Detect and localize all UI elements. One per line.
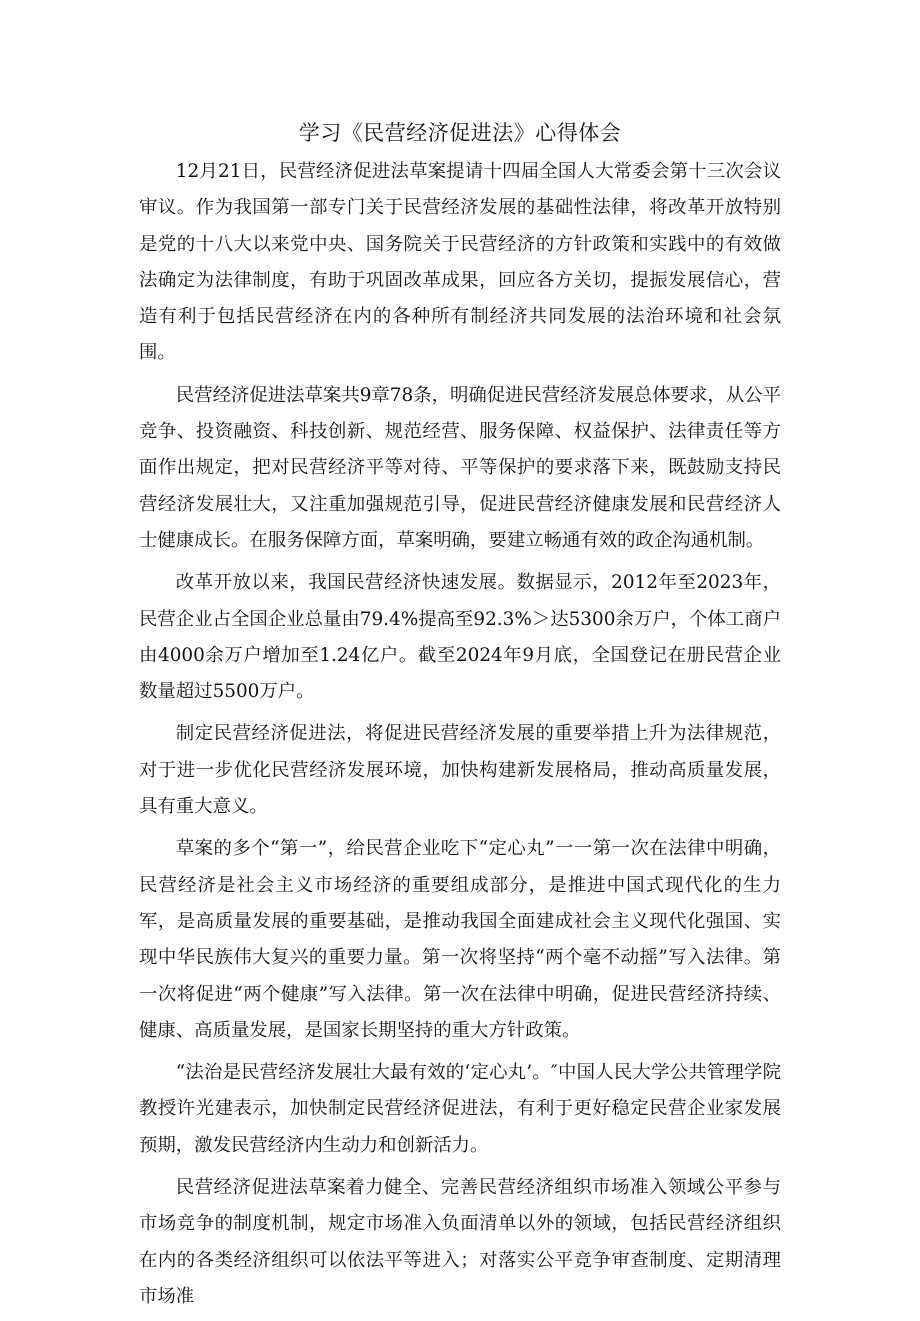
document-title: 学习《民营经济促进法》心得体会 bbox=[298, 121, 622, 145]
paragraph-5: 草案的多个“第一”，给民营企业吃下“定心丸”一一第一次在法律中明确，民营经济是社会主义市场经济的重要组成部分，是推进中国式现代化的生力军，是高质量发展的重要基础，是推动我国全面建成社会主义现代化强国、实现中华民族伟大复兴的重要力量。第一次将坚持“两个毫不动摇”写入法律。第一次将促进“两个健康”写入法律。第一次在法律中明确，促进民营经济持续、健康、高质量发展，是国家长期坚持的重大方针政策。 bbox=[139, 838, 781, 1041]
paragraph-7: 民营经济促进法草案着力健全、完善民营经济组织市场准入领域公平参与市场竞争的制度机制，规定市场准入负面清单以外的领域，包括民营经济组织在内的各类经济组织可以依法平等进入；对落实公平竞争审查制度、定期清理市场准 bbox=[139, 1177, 781, 1307]
document-page bbox=[139, 118, 781, 1321]
paragraph-6: “法治是民营经济发展壮大最有效的‘定心丸’。″中国人民大学公共管理学院教授许光建表示，加快制定民营经济促进法，有利于更好稳定民营企业家发展预期，激发民营经济内生动力和创新活力。 bbox=[139, 1062, 781, 1156]
paragraph-1: 12月21日，民营经济促进法草案提请十四届全国人大常委会第十三次会议审议。作为我国第一部专门关于民营经济发展的基础性法律，将改革开放特别是党的十八大以来党中央、国务院关于民营经济的方针政策和实践中的有效做法确定为法律制度，有助于巩固改革成果，回应各方关切，提振发展信心，营造有利于包括民营经济在内的各种所有制经济共同发展的法治环境和社会氛围。 bbox=[139, 161, 781, 364]
paragraph-2: 民营经济促进法草案共9章78条，明确促进民营经济发展总体要求，从公平竞争、投资融资、科技创新、规范经营、服务保障、权益保护、法律责任等方面作出规定，把对民营经济平等对待、平等保护的要求落下来，既鼓励支持民营经济发展壮大，又注重加强规范引导，促进民营经济健康发展和民营经济人士健康成长。在服务保障方面，草案明确，要建立畅通有效的政企沟通机制。 bbox=[139, 384, 782, 551]
paragraph-4: 制定民营经济促进法，将促进民营经济发展的重要举措上升为法律规范，对于进一步优化民营经济发展环境，加快构建新发展格局，推动高质量发展，具有重大意义。 bbox=[139, 723, 781, 818]
paragraph-3: 改革开放以来，我国民营经济快速发展。数据显示，2012年至2023年，民营企业占全国企业总量由79.4%提高至92.3%＞达5300余万户，个体工商户由4000余万户增加至1.24亿户。截至2024年9月底，全国登记在册民营企业数量超过5500万户。 bbox=[139, 572, 781, 703]
